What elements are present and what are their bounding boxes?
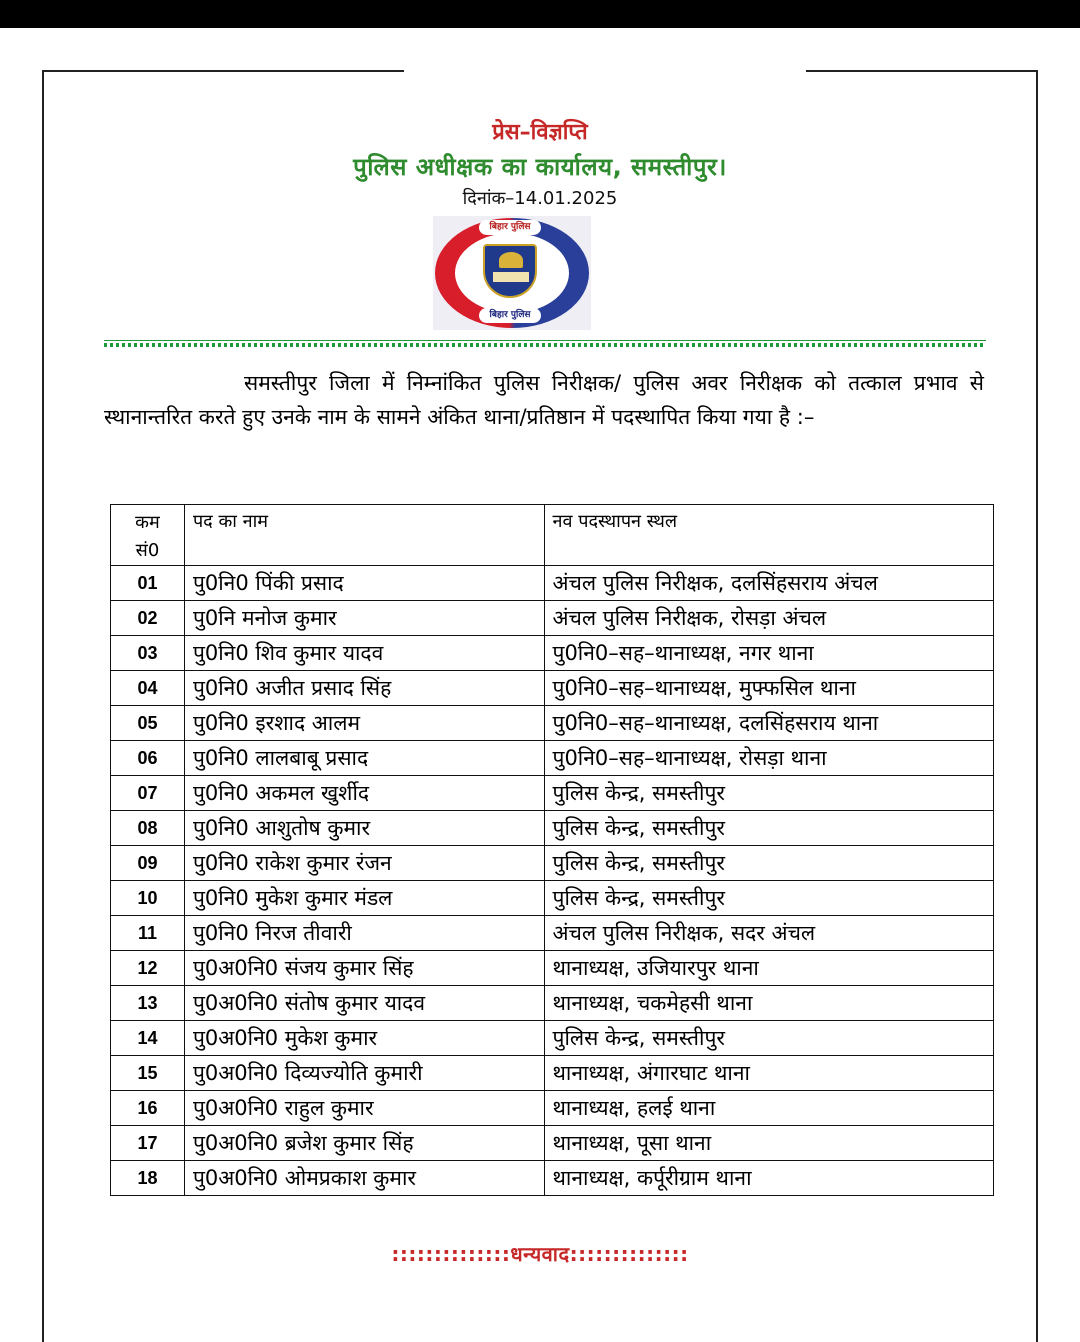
name-cell: पु0नि0 राकेश कुमार रंजन bbox=[184, 846, 544, 881]
serial-cell: 16 bbox=[111, 1091, 185, 1126]
emblem-shield-icon bbox=[483, 244, 537, 298]
header-posting: नव पदस्थापन स्थल bbox=[544, 505, 993, 566]
serial-cell: 12 bbox=[111, 951, 185, 986]
serial-cell: 14 bbox=[111, 1021, 185, 1056]
posting-cell: अंचल पुलिस निरीक्षक, सदर अंचल bbox=[544, 916, 993, 951]
serial-cell: 04 bbox=[111, 671, 185, 706]
serial-cell: 18 bbox=[111, 1161, 185, 1196]
bihar-police-logo bbox=[433, 216, 591, 330]
top-black-bar bbox=[0, 0, 1080, 28]
posting-cell: पुलिस केन्द्र, समस्तीपुर bbox=[544, 846, 993, 881]
name-cell: पु0नि0 अजीत प्रसाद सिंह bbox=[184, 671, 544, 706]
table-row bbox=[111, 846, 994, 881]
posting-cell: थानाध्यक्ष, पूसा थाना bbox=[544, 1126, 993, 1161]
green-divider bbox=[104, 340, 986, 347]
table-row bbox=[111, 1091, 994, 1126]
name-cell: पु0नि0 अकमल खुर्शीद bbox=[184, 776, 544, 811]
intro-paragraph bbox=[104, 366, 984, 434]
posting-cell: पुलिस केन्द्र, समस्तीपुर bbox=[544, 776, 993, 811]
table-row bbox=[111, 916, 994, 951]
serial-cell: 11 bbox=[111, 916, 185, 951]
intro-text: समस्तीपुर जिला में निम्नांकित पुलिस निरीक्षक/ पुलिस अवर निरीक्षक को तत्काल प्रभाव से स्थानान्तरित करते हुए उनके नाम के सामने अंकित थाना/प्रतिष्ठान में पदस्थापित किया गया है :– bbox=[104, 371, 984, 429]
header-name: पद का नाम bbox=[184, 505, 544, 566]
frame-gap bbox=[404, 68, 806, 74]
name-cell: पु0नि0 निरज तीवारी bbox=[184, 916, 544, 951]
posting-cell: पु0नि0–सह–थानाध्यक्ष, मुफ्फसिल थाना bbox=[544, 671, 993, 706]
logo-bottom-text: बिहार पुलिस bbox=[479, 308, 541, 323]
table-row bbox=[111, 741, 994, 776]
table-row bbox=[111, 671, 994, 706]
name-cell: पु0नि मनोज कुमार bbox=[184, 601, 544, 636]
name-cell: पु0अ0नि0 ओमप्रकाश कुमार bbox=[184, 1161, 544, 1196]
posting-cell: थानाध्यक्ष, अंगारघाट थाना bbox=[544, 1056, 993, 1091]
posting-cell: थानाध्यक्ष, हलई थाना bbox=[544, 1091, 993, 1126]
transfer-table bbox=[110, 504, 994, 1196]
table-row bbox=[111, 1056, 994, 1091]
serial-cell: 01 bbox=[111, 566, 185, 601]
serial-cell: 13 bbox=[111, 986, 185, 1021]
serial-cell: 03 bbox=[111, 636, 185, 671]
name-cell: पु0नि0 शिव कुमार यादव bbox=[184, 636, 544, 671]
serial-cell: 09 bbox=[111, 846, 185, 881]
table-row bbox=[111, 601, 994, 636]
posting-cell: थानाध्यक्ष, उजियारपुर थाना bbox=[544, 951, 993, 986]
table-row bbox=[111, 1161, 994, 1196]
serial-cell: 10 bbox=[111, 881, 185, 916]
posting-cell: अंचल पुलिस निरीक्षक, रोसड़ा अंचल bbox=[544, 601, 993, 636]
name-cell: पु0नि0 मुकेश कुमार मंडल bbox=[184, 881, 544, 916]
office-title: पुलिस अधीक्षक का कार्यालय, समस्तीपुर। bbox=[353, 153, 727, 181]
release-date: दिनांक–14.01.2025 bbox=[462, 188, 618, 209]
serial-cell: 07 bbox=[111, 776, 185, 811]
logo-top-text: बिहार पुलिस bbox=[479, 220, 541, 235]
table-row bbox=[111, 881, 994, 916]
name-cell: पु0अ0नि0 संतोष कुमार यादव bbox=[184, 986, 544, 1021]
posting-cell: अंचल पुलिस निरीक्षक, दलसिंहसराय अंचल bbox=[544, 566, 993, 601]
table-row bbox=[111, 566, 994, 601]
serial-cell: 02 bbox=[111, 601, 185, 636]
name-cell: पु0अ0नि0 संजय कुमार सिंह bbox=[184, 951, 544, 986]
table-row bbox=[111, 706, 994, 741]
name-cell: पु0अ0नि0 मुकेश कुमार bbox=[184, 1021, 544, 1056]
table-header-row bbox=[111, 505, 994, 566]
name-cell: पु0नि0 लालबाबू प्रसाद bbox=[184, 741, 544, 776]
posting-cell: पु0नि0–सह–थानाध्यक्ष, नगर थाना bbox=[544, 636, 993, 671]
header-serial-line2: सं0 bbox=[135, 540, 160, 561]
table-row bbox=[111, 1021, 994, 1056]
name-cell: पु0नि0 आशुतोष कुमार bbox=[184, 811, 544, 846]
table-row bbox=[111, 951, 994, 986]
thanks-footer: ::::::::::::::धन्यवाद:::::::::::::: bbox=[391, 1242, 689, 1266]
posting-cell: पु0नि0–सह–थानाध्यक्ष, दलसिंहसराय थाना bbox=[544, 706, 993, 741]
posting-cell: थानाध्यक्ष, चकमेहसी थाना bbox=[544, 986, 993, 1021]
table-row bbox=[111, 776, 994, 811]
posting-cell: पुलिस केन्द्र, समस्तीपुर bbox=[544, 881, 993, 916]
header-serial bbox=[111, 505, 185, 566]
name-cell: पु0अ0नि0 दिव्यज्योति कुमारी bbox=[184, 1056, 544, 1091]
table-row bbox=[111, 986, 994, 1021]
serial-cell: 08 bbox=[111, 811, 185, 846]
header-serial-line1: कम bbox=[135, 512, 160, 533]
serial-cell: 06 bbox=[111, 741, 185, 776]
posting-cell: पुलिस केन्द्र, समस्तीपुर bbox=[544, 811, 993, 846]
serial-cell: 05 bbox=[111, 706, 185, 741]
table-row bbox=[111, 636, 994, 671]
serial-cell: 17 bbox=[111, 1126, 185, 1161]
serial-cell: 15 bbox=[111, 1056, 185, 1091]
name-cell: पु0नि0 पिंकी प्रसाद bbox=[184, 566, 544, 601]
posting-cell: थानाध्यक्ष, कर्पूरीग्राम थाना bbox=[544, 1161, 993, 1196]
name-cell: पु0अ0नि0 राहुल कुमार bbox=[184, 1091, 544, 1126]
posting-cell: पुलिस केन्द्र, समस्तीपुर bbox=[544, 1021, 993, 1056]
bodhi-tree-icon bbox=[499, 252, 523, 268]
table-row bbox=[111, 1126, 994, 1161]
table-row bbox=[111, 811, 994, 846]
name-cell: पु0नि0 इरशाद आलम bbox=[184, 706, 544, 741]
press-release-title: प्रेस–विज्ञप्ति bbox=[492, 120, 588, 145]
name-cell: पु0अ0नि0 ब्रजेश कुमार सिंह bbox=[184, 1126, 544, 1161]
posting-cell: पु0नि0–सह–थानाध्यक्ष, रोसड़ा थाना bbox=[544, 741, 993, 776]
emblem-plate bbox=[493, 272, 529, 282]
